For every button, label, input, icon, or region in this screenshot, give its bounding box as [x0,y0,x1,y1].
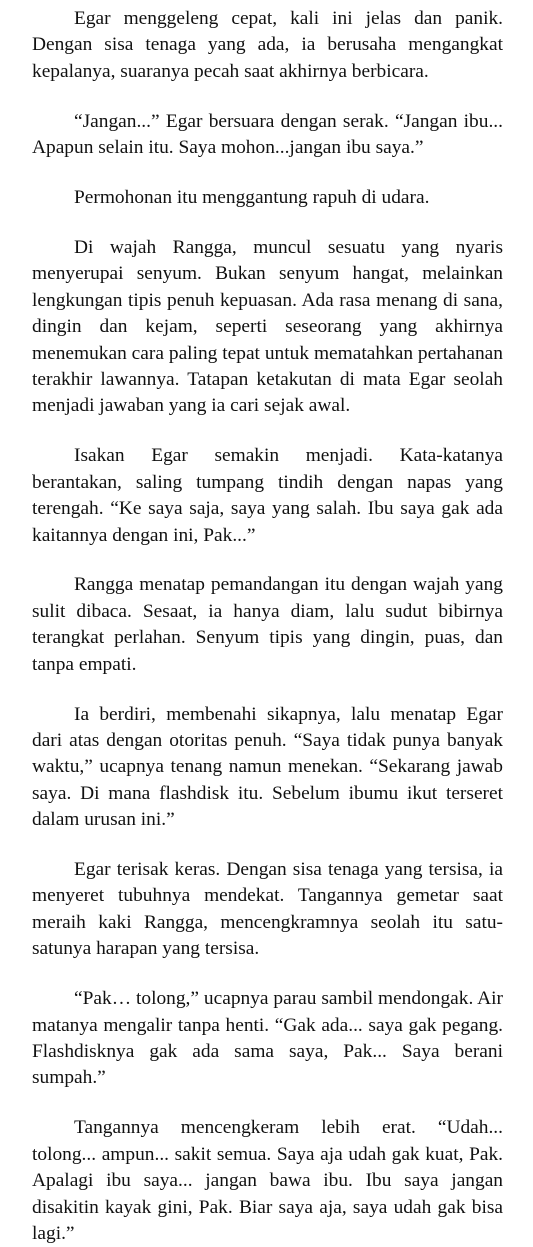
paragraph: Di wajah Rangga, muncul sesuatu yang nyaris menyerupai senyum. Bukan senyum hangat, melainkan lengkungan tipis penuh kepuasan. Ada rasa menang di sana, dingin dan kejam, seperti seseorang yang akhirnya menemukan cara paling tepat untuk mematahkan pertahanan terakhir lawannya. Tatapan ketakutan di mata Egar seolah menjadi jawaban yang ia cari sejak awal. [32,236,503,417]
paragraph: Isakan Egar semakin menjadi. Kata-katanya berantakan, saling tumpang tindih dengan napas yang terengah. “Ke saya saja, saya yang salah. Ibu saya gak ada kaitannya dengan ini, Pak...” [32,445,503,546]
paragraph: “Jangan...” Egar bersuara dengan serak. “Jangan ibu... Apapun selain itu. Saya mohon...jangan ibu saya.” [32,110,503,159]
paragraph: Egar terisak keras. Dengan sisa tenaga yang tersisa, ia menyeret tubuhnya mendekat. Tangannya gemetar saat meraih kaki Rangga, mencengkramnya seolah itu satu-satunya harapan yang tersisa. [32,859,503,960]
paragraph: Egar menggeleng cepat, kali ini jelas dan panik. Dengan sisa tenaga yang ada, ia berusaha mengangkat kepalanya, suaranya pecah saat akhirnya berbicara. [32,8,503,82]
story-text [32,6,503,1247]
paragraph: Tangannya mencengkeram lebih erat. “Udah... tolong... ampun... sakit semua. Saya aja udah gak kuat, Pak. Apalagi ibu saya... jangan bawa ibu. Ibu saya jangan disakitin kayak gini, Pak. Biar saya aja, saya udah gak bisa lagi.” [32,1117,503,1244]
paragraph: Permohonan itu menggantung rapuh di udara. [74,187,430,209]
paragraph: Ia berdiri, membenahi sikapnya, lalu menatap Egar dari atas dengan otoritas penuh. “Saya tidak punya banyak waktu,” ucapnya tenang namun menekan. “Sekarang jawab saya. Di mana flashdisk itu. Sebelum ibumu ikut terseret dalam urusan ini.” [32,703,503,831]
paragraph: Rangga menatap pemandangan itu dengan wajah yang sulit dibaca. Sesaat, ia hanya diam, lalu sudut bibirnya terangkat perlahan. Senyum tipis yang dingin, puas, dan tanpa empati. [32,574,503,675]
paragraph: “Pak… tolong,” ucapnya parau sambil mendongak. Air matanya mengalir tanpa henti. “Gak ada... saya gak pegang. Flashdisknya gak ada sama saya, Pak... Saya berani sumpah.” [32,988,503,1089]
